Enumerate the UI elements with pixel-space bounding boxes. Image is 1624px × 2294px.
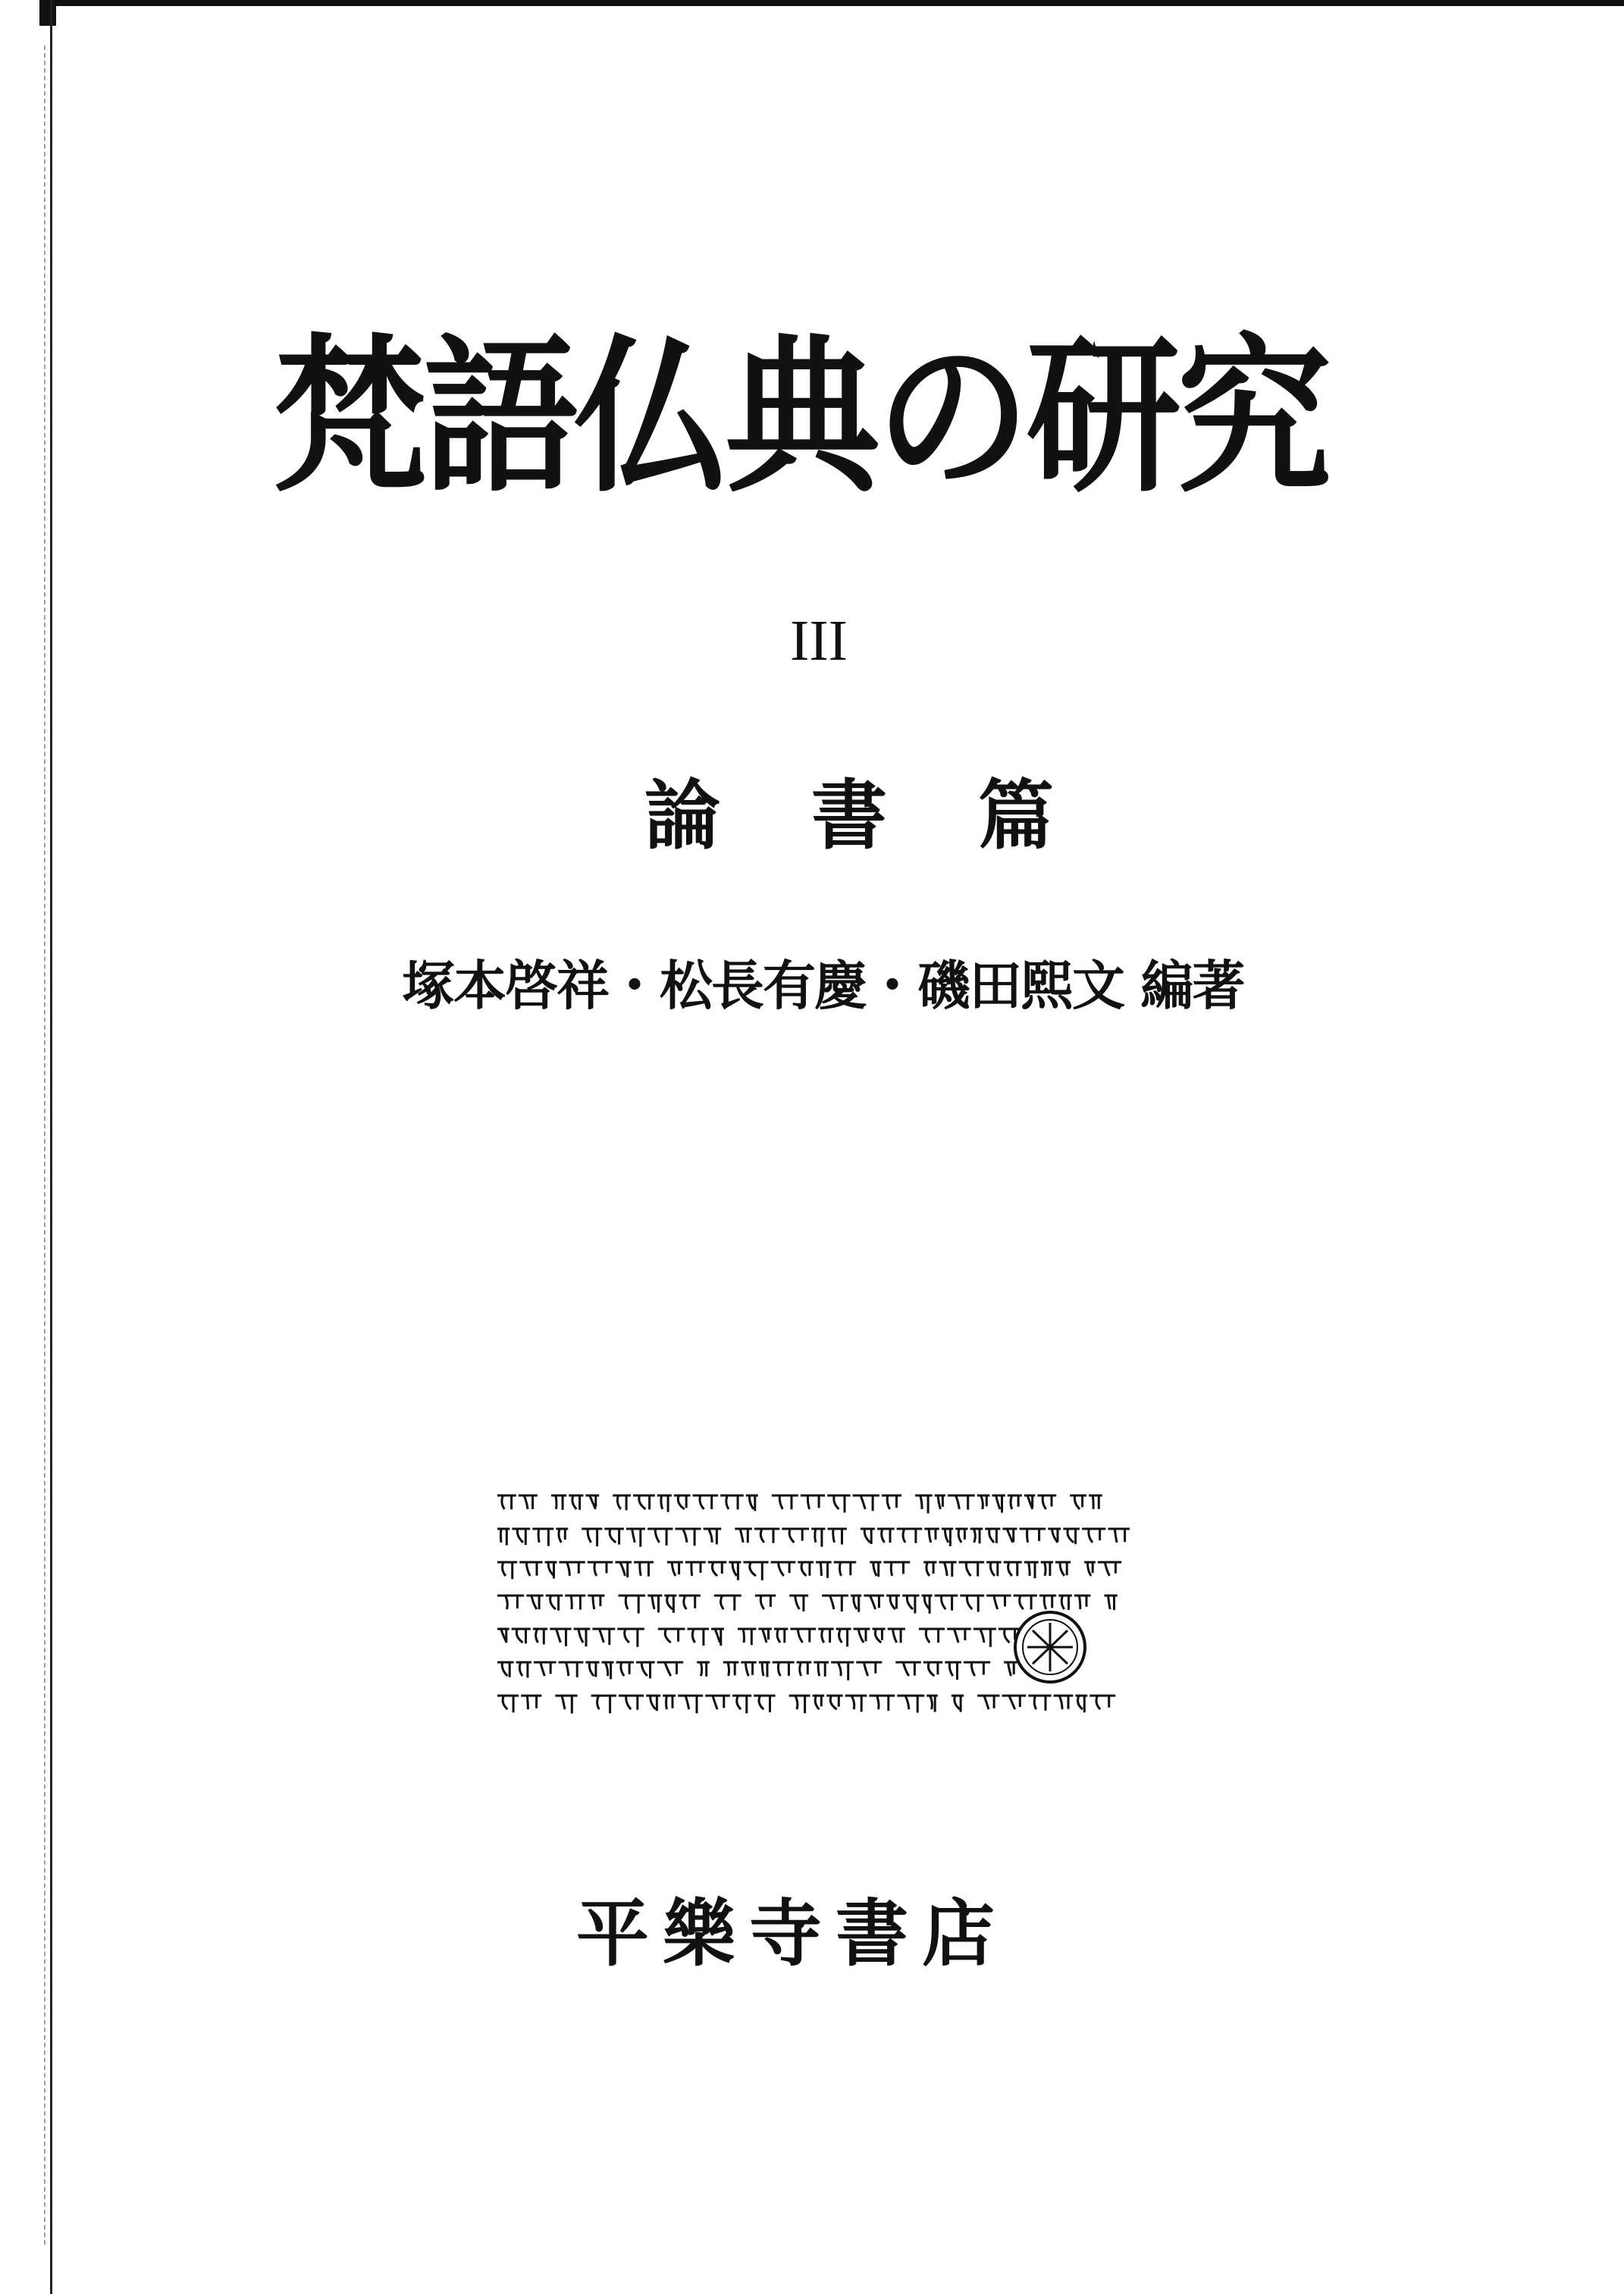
manuscript-glyph-stroke	[652, 1596, 659, 1612]
manuscript-glyph-stroke	[990, 1562, 997, 1576]
manuscript-glyph-stroke	[745, 1662, 752, 1676]
manuscript-glyph-stroke	[737, 1696, 747, 1713]
manuscript-glyph-stroke	[795, 1696, 805, 1713]
manuscript-glyph-stroke	[501, 1629, 507, 1643]
manuscript-glyph-stroke	[779, 1495, 792, 1509]
scan-edge-top	[47, 0, 1624, 6]
manuscript-glyph-stroke	[605, 1662, 610, 1679]
manuscript-glyph-stroke	[949, 1662, 957, 1680]
manuscript-glyph-stroke	[864, 1662, 875, 1676]
manuscript-glyph-stroke	[1115, 1529, 1124, 1542]
manuscript-glyph-stroke	[1005, 1629, 1015, 1643]
manuscript-glyph-stroke	[531, 1596, 539, 1609]
manuscript-glyph-stroke	[877, 1696, 889, 1711]
scan-margin-line	[44, 46, 47, 2245]
manuscript-glyph-stroke	[556, 1629, 566, 1646]
manuscript-glyph-stroke	[989, 1529, 997, 1543]
manuscript-glyph-stroke	[626, 1696, 638, 1710]
manuscript-glyph-stroke	[1093, 1495, 1099, 1509]
manuscript-glyph-stroke	[567, 1562, 579, 1576]
manuscript-glyph-stroke	[566, 1662, 577, 1677]
manuscript-glyph-stroke	[556, 1495, 563, 1510]
manuscript-glyph-stroke	[1060, 1562, 1067, 1576]
manuscript-glyph-stroke	[1068, 1529, 1076, 1544]
manuscript-glyph-stroke	[1027, 1529, 1039, 1542]
manuscript-glyph-stroke	[651, 1696, 657, 1711]
manuscript-glyph-stroke	[955, 1629, 965, 1643]
manuscript-glyph-stroke	[759, 1696, 770, 1712]
manuscript-glyph-stroke	[834, 1495, 845, 1513]
manuscript-glyph-stroke	[851, 1696, 861, 1712]
manuscript-glyph-stroke	[655, 1529, 666, 1546]
volume-number: III	[790, 609, 848, 673]
manuscript-glyph-stroke	[966, 1562, 977, 1577]
manuscript-glyph-stroke	[1108, 1596, 1115, 1610]
manuscript-glyph-stroke	[683, 1529, 694, 1546]
manuscript-glyph-stroke	[795, 1596, 804, 1611]
manuscript-glyph-stroke	[1042, 1495, 1052, 1509]
manuscript-glyph-stroke	[502, 1495, 512, 1509]
manuscript-glyph-stroke	[578, 1629, 586, 1646]
manuscript-glyph-stroke	[625, 1596, 638, 1614]
manuscript-glyph-stroke	[1096, 1696, 1109, 1709]
manuscript-glyph-stroke	[572, 1495, 580, 1510]
manuscript-glyph-stroke	[864, 1529, 871, 1544]
manuscript-glyph-stroke	[621, 1662, 629, 1676]
manuscript-glyph-stroke	[903, 1529, 916, 1543]
manuscript-glyph-stroke	[920, 1495, 928, 1514]
manuscript-glyph-stroke	[760, 1596, 770, 1609]
manuscript-glyph-stroke	[839, 1562, 850, 1576]
manuscript-glyph-stroke	[1088, 1562, 1093, 1576]
manuscript-glyph-stroke	[1052, 1529, 1058, 1542]
manuscript-glyph-stroke	[815, 1696, 821, 1709]
manuscript-glyph-stroke	[732, 1562, 738, 1580]
manuscript-seal-icon	[1015, 1612, 1085, 1682]
manuscript-glyph-stroke	[870, 1596, 879, 1609]
manuscript-glyph-stroke	[955, 1696, 961, 1712]
manuscript-glyph-stroke	[980, 1629, 991, 1647]
manuscript-glyph-stroke	[1020, 1596, 1031, 1609]
manuscript-glyph-stroke	[807, 1495, 819, 1509]
manuscript-glyph-stroke	[861, 1495, 873, 1511]
manuscript-glyph-stroke	[538, 1529, 548, 1546]
manuscript-glyph-stroke	[743, 1629, 751, 1645]
manuscript-glyph-stroke	[945, 1529, 950, 1546]
manuscript-glyph-stroke	[715, 1629, 721, 1646]
section-title: 論書篇	[644, 770, 1145, 860]
manuscript-glyph-stroke	[503, 1562, 513, 1579]
manuscript-glyph-stroke	[639, 1495, 650, 1510]
manuscript-glyph-stroke	[1029, 1562, 1036, 1578]
manuscript-glyph-stroke	[632, 1529, 641, 1547]
manuscript-glyph-stroke	[685, 1696, 697, 1713]
manuscript-glyph-stroke	[527, 1696, 536, 1709]
manuscript-glyph-stroke	[815, 1529, 822, 1547]
sanskrit-manuscript-image	[493, 1479, 1130, 1729]
manuscript-glyph-stroke	[1008, 1562, 1017, 1576]
manuscript-glyph-stroke	[749, 1495, 754, 1511]
manuscript-glyph-stroke	[800, 1662, 808, 1676]
manuscript-glyph-stroke	[503, 1696, 513, 1712]
manuscript-glyph-stroke	[728, 1662, 735, 1676]
manuscript-glyph-stroke	[777, 1629, 785, 1643]
manuscript-glyph-stroke	[712, 1562, 722, 1576]
manuscript-glyph-stroke	[801, 1562, 810, 1576]
manuscript-glyph-stroke	[665, 1629, 678, 1643]
manuscript-glyph-stroke	[893, 1629, 901, 1643]
manuscript-glyph-stroke	[571, 1596, 580, 1610]
manuscript-glyph-stroke	[548, 1562, 554, 1579]
manuscript-glyph-stroke	[858, 1629, 866, 1643]
manuscript-glyph-stroke	[938, 1495, 942, 1509]
manuscript-glyph-stroke	[1078, 1696, 1085, 1712]
scan-edge-corner	[39, 0, 56, 26]
manuscript-glyph-stroke	[726, 1495, 738, 1510]
manuscript-glyph-stroke	[678, 1495, 686, 1509]
manuscript-glyph-stroke	[996, 1495, 1002, 1513]
manuscript-glyph-stroke	[665, 1662, 677, 1676]
manuscript-glyph-stroke	[740, 1529, 748, 1542]
manuscript-glyph-stroke	[541, 1662, 550, 1676]
manuscript-glyph-stroke	[875, 1629, 882, 1643]
manuscript-glyph-stroke	[818, 1662, 825, 1677]
scan-edge-left	[50, 0, 52, 2294]
manuscript-glyph-stroke	[822, 1629, 830, 1643]
manuscript-glyph-stroke	[701, 1662, 707, 1677]
manuscript-glyph-stroke	[536, 1629, 544, 1644]
manuscript-glyph-stroke	[798, 1629, 810, 1643]
manuscript-glyph-stroke	[516, 1629, 525, 1643]
manuscript-glyph-stroke	[981, 1495, 987, 1509]
manuscript-glyph-stroke	[882, 1529, 890, 1542]
manuscript-glyph-stroke	[620, 1562, 628, 1577]
manuscript-glyph-stroke	[588, 1529, 597, 1546]
manuscript-glyph-stroke	[903, 1662, 914, 1676]
manuscript-glyph-stroke	[762, 1662, 767, 1677]
manuscript-glyph-stroke	[1059, 1696, 1068, 1709]
manuscript-glyph-stroke	[517, 1529, 525, 1545]
manuscript-glyph-stroke	[526, 1562, 537, 1576]
manuscript-glyph-stroke	[974, 1529, 980, 1543]
publisher-name: 平樂寺書店	[576, 1891, 1008, 1976]
manuscript-glyph-stroke	[930, 1696, 936, 1712]
manuscript-glyph-stroke	[524, 1495, 532, 1509]
manuscript-glyph-stroke	[789, 1529, 802, 1542]
manuscript-glyph-stroke	[709, 1529, 717, 1545]
manuscript-glyph-stroke	[760, 1529, 773, 1543]
manuscript-glyph-stroke	[667, 1596, 674, 1613]
manuscript-illustration	[493, 1479, 1130, 1729]
manuscript-glyph-stroke	[550, 1596, 559, 1611]
manuscript-glyph-stroke	[684, 1596, 695, 1609]
manuscript-glyph-stroke	[502, 1662, 509, 1677]
authors-line: 塚本啓祥・松長有慶・磯田熙文 編著	[402, 954, 1244, 1017]
manuscript-glyph-stroke	[929, 1529, 936, 1542]
manuscript-glyph-stroke	[839, 1629, 848, 1646]
manuscript-glyph-stroke	[778, 1562, 789, 1576]
manuscript-glyph-stroke	[691, 1562, 701, 1576]
manuscript-glyph-stroke	[594, 1562, 607, 1576]
manuscript-glyph-stroke	[890, 1596, 896, 1609]
manuscript-glyph-stroke	[672, 1562, 679, 1576]
manuscript-glyph-stroke	[562, 1696, 572, 1714]
manuscript-glyph-stroke	[905, 1696, 917, 1713]
manuscript-glyph-stroke	[559, 1529, 565, 1542]
manuscript-glyph-stroke	[617, 1495, 626, 1511]
manuscript-glyph-stroke	[830, 1596, 842, 1611]
manuscript-glyph-stroke	[854, 1596, 859, 1612]
manuscript-glyph-stroke	[942, 1596, 952, 1611]
manuscript-glyph-stroke	[1034, 1696, 1046, 1711]
manuscript-glyph-stroke	[958, 1529, 964, 1542]
manuscript-glyph-stroke	[593, 1596, 600, 1609]
manuscript-glyph-stroke	[599, 1629, 609, 1645]
manuscript-glyph-stroke	[1105, 1562, 1115, 1576]
manuscript-glyph-stroke	[778, 1662, 788, 1676]
manuscript-glyph-stroke	[1044, 1596, 1052, 1609]
manuscript-glyph-stroke	[700, 1495, 712, 1509]
manuscript-glyph-stroke	[956, 1495, 968, 1510]
manuscript-glyph-stroke	[926, 1629, 938, 1643]
manuscript-glyph-stroke	[641, 1662, 650, 1678]
manuscript-glyph-stroke	[944, 1562, 952, 1577]
manuscript-glyph-stroke	[750, 1562, 762, 1580]
manuscript-glyph-stroke	[907, 1596, 915, 1614]
manuscript-glyph-stroke	[666, 1696, 672, 1709]
manuscript-glyph-stroke	[924, 1596, 930, 1614]
manuscript-glyph-stroke	[1079, 1596, 1086, 1609]
manuscript-glyph-stroke	[1045, 1562, 1050, 1576]
manuscript-glyph-stroke	[967, 1596, 979, 1612]
manuscript-glyph-stroke	[928, 1662, 938, 1676]
manuscript-glyph-stroke	[838, 1662, 848, 1680]
manuscript-glyph-stroke	[1008, 1662, 1014, 1676]
manuscript-glyph-stroke	[1074, 1495, 1082, 1509]
manuscript-glyph-stroke	[500, 1529, 506, 1546]
manuscript-glyph-stroke	[873, 1562, 879, 1577]
manuscript-glyph-stroke	[1009, 1696, 1020, 1709]
manuscript-glyph-stroke	[763, 1629, 769, 1643]
manuscript-glyph-stroke	[519, 1662, 528, 1677]
manuscript-glyph-stroke	[692, 1629, 704, 1646]
manuscript-glyph-stroke	[1061, 1596, 1068, 1610]
manuscript-glyph-stroke	[830, 1696, 839, 1709]
manuscript-glyph-stroke	[640, 1562, 649, 1577]
manuscript-glyph-stroke	[1011, 1495, 1018, 1509]
manuscript-glyph-stroke	[610, 1529, 619, 1545]
book-title: 梵語仏典の研究	[273, 319, 1328, 516]
manuscript-glyph-stroke	[597, 1696, 610, 1713]
manuscript-glyph-stroke	[971, 1662, 983, 1676]
manuscript-glyph-stroke	[891, 1562, 903, 1576]
manuscript-glyph-stroke	[1027, 1495, 1033, 1509]
manuscript-glyph-stroke	[984, 1696, 994, 1709]
manuscript-glyph-stroke	[590, 1495, 596, 1509]
manuscript-glyph-stroke	[1007, 1529, 1014, 1542]
manuscript-glyph-stroke	[625, 1629, 638, 1647]
manuscript-glyph-stroke	[994, 1596, 1005, 1609]
manuscript-glyph-stroke	[713, 1696, 724, 1709]
manuscript-glyph-stroke	[721, 1596, 735, 1611]
manuscript-glyph-stroke	[589, 1662, 596, 1677]
manuscript-glyph-stroke	[820, 1562, 827, 1578]
manuscript-glyph-stroke	[926, 1562, 933, 1576]
manuscript-glyph-stroke	[661, 1495, 668, 1512]
manuscript-glyph-stroke	[506, 1596, 518, 1609]
manuscript-glyph-stroke	[887, 1495, 896, 1509]
manuscript-glyph-stroke	[833, 1529, 842, 1545]
manuscript-glyph-stroke	[1089, 1529, 1100, 1542]
